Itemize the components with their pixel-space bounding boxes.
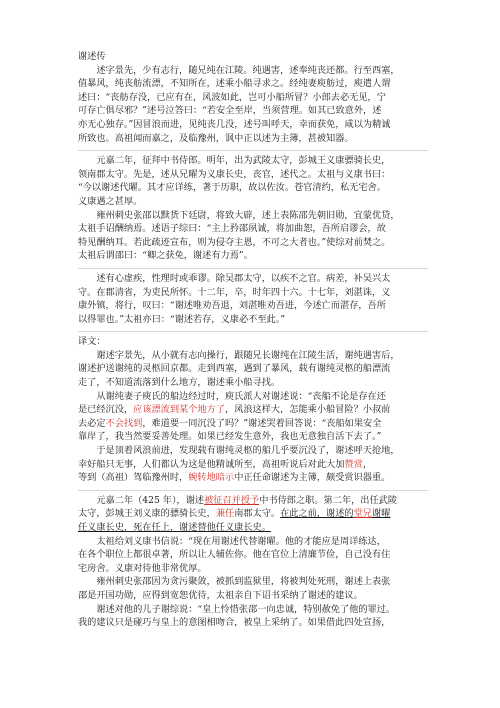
text-line: 述有心虚疾，性理时或乖谬。除吴郡太守，以疾不之官。病差，补吴兴太: [78, 272, 391, 284]
text-line: 领南郡太守。先是，述从兄曜为义康长史，丧官，述代之。太祖与义康书曰：: [78, 168, 391, 180]
text-line: [78, 417, 428, 431]
text-line: [78, 403, 428, 417]
text-line: 雍州刺史张邵以黩货下廷尉，将致大辟，述上表陈邵先朝旧勋，宜蒙优贷，: [78, 209, 400, 221]
text-line: [78, 471, 428, 485]
text-span: 元嘉二年（425 年），谢述: [78, 494, 205, 506]
text-span: 去必定: [78, 417, 106, 429]
translation-paragraph-1: [78, 349, 428, 390]
text-line: 雍州刺史张邵因为贪污聚敛，被抓到监狱里，将被判处死刑，谢述上表张: [78, 576, 391, 588]
text-span: 中书侍郎之职。第二年，出任武陵: [259, 494, 398, 506]
paragraph-3: [78, 272, 428, 326]
text-line: 邵是开国功勋，应得到宽恕优待，太祖亲自下诏书采纳了谢述的建议。: [78, 589, 363, 601]
text-span: 中正任命谢述为主簿，颇受赏识器重。: [234, 472, 391, 484]
text-line: 亦无心独存。”因冒浪而进，见纯丧几没，述号叫呼天，幸而获免，咸以为精诚: [78, 118, 391, 130]
text-line: 元嘉二年，征拜中书侍郎。明年，出为武陵太守，彭城王义康骠骑长史，: [78, 155, 391, 167]
text-line: 我的建议只是碰巧与皇上的意图相吻合，被皇上采纳了。如果借此四处宣扬，: [78, 617, 391, 629]
text-line: 义康遇之甚厚。: [78, 195, 143, 207]
section-divider: [78, 268, 428, 269]
paragraph-2: [78, 154, 428, 263]
translation-paragraph-3: [78, 444, 428, 485]
highlighted-phrase: 应该漂流到某个地方了: [133, 404, 225, 416]
text-line: 所致也。高祖闻而嘉之，及临豫州，讽中正以述为主簿，甚被知器。: [78, 132, 354, 144]
text-line: 在各个职位上都很卓著，所以让人辅佐你。他在官位上清廉节俭，自己没有住: [78, 549, 391, 561]
underlined-phrase: 谢曜: [372, 508, 391, 520]
text-line: 靠岸了，我当然要妥善处理。如果已经发生意外，我也无意独自活下去了。”: [78, 431, 382, 443]
text-line: 太祖手诏酬纳焉。述语子综曰：“主上矜邵夙诚，将加曲恕，吾所启谬会，故: [78, 223, 386, 235]
text-span: 是已经沉没，: [78, 404, 134, 416]
text-line: 谢述字景先，从小就有志向操行，跟随兄长谢纯在江陵生活，谢纯遇害后，: [78, 349, 400, 361]
text-line: [78, 458, 428, 472]
translation-paragraph-5: [78, 535, 428, 630]
text-line: 可存亡俱尽邪？”述号泣答曰：“若安全至岸，当须营理。如其已致意外，述: [78, 105, 382, 117]
text-line: 谢述对他的儿子谢综说：“皇上怜惜张邵一向忠诚，特别赦免了他的罪过。: [78, 603, 396, 615]
text-line: 特见酬纳耳。若此疏迹宣布，则为侵夺主恩，不可之大者也。”使综对前焚之。: [78, 236, 391, 248]
document-title: 谢述传: [78, 51, 106, 62]
text-span: 太守，彭城王刘义康的骠骑长史，: [78, 508, 216, 520]
highlighted-phrase: 不会找到: [105, 417, 143, 429]
text-span: ，: [362, 458, 372, 470]
text-line: 守。在郡清省，为吏民所怀。十二年，卒，时年四十六。十七年，刘湛诛，义: [78, 286, 391, 298]
text-line: 走了，不知道流落到什么地方，谢述乘小船寻找。: [78, 377, 281, 389]
section-divider: [78, 150, 428, 151]
text-line: 任义康长史，死在任上，谢述替他任义康长史。: [78, 522, 271, 533]
underlined-phrase: 在此之前，谢述的: [280, 508, 354, 520]
text-line: [78, 507, 428, 521]
text-line: 康外镇，将行，叹曰：“谢述唯劝吾退，刘湛唯劝吾进，今述亡而湛存，吾所: [78, 300, 386, 312]
text-line: 述曰：“丧舫存没，已应有在，风波如此，岂可小船所冒？小郎去必无见，宁: [78, 91, 386, 103]
translation-paragraph-2: [78, 390, 428, 444]
highlighted-phrase: 兼任: [215, 508, 235, 520]
text-line: 太祖给刘义康书信说：“现在用谢述代替谢曜。他的才能应是周详练达，: [78, 535, 386, 547]
translation-label: 译文：: [78, 336, 106, 348]
text-line: 以得罪也。”太祖亦曰：“谢述若存，义康必不至此。”: [78, 313, 286, 325]
text-line: 从谢纯妻子庾氏的船边经过时，庾氏派人对谢述说：“丧船不论是存在还: [78, 390, 386, 402]
text-line: 值暴风，纯丧舫流漂，不知所在，述乘小船寻求之。经纯妻庾舫过，庾遣人谓: [78, 78, 391, 90]
text-span: ，风浪这样大，怎能乘小船冒险？小叔前: [225, 404, 391, 416]
text-line: 太祖后谓邵曰：“卿之获免，谢述有力焉”。: [78, 250, 253, 262]
section-divider: [78, 490, 428, 491]
text-span: 等到（高祖）驾临豫州时，: [78, 472, 189, 484]
text-span: 幸好船只无事，人们都认为这是他精诚所至，高祖听说后对此大加: [78, 458, 345, 470]
highlighted-phrase: 被征召并授予: [204, 494, 260, 506]
text-line: [78, 494, 428, 508]
paragraph-1: [78, 64, 428, 146]
translation-paragraph-4: [78, 494, 428, 535]
document-page: [78, 50, 428, 630]
text-span: 南郡太守。: [234, 508, 281, 520]
text-line: 谢述护送谢纯的灵柩回京都。走到西塞，遇到了暴风，载有谢纯灵柩的船漂流: [78, 363, 391, 375]
text-line: 宅房舍。义康对待他非常优厚。: [78, 562, 207, 574]
text-line: 述字景先，少有志行，随兄纯在江陵。纯遇害，述奉纯丧还都。行至西塞，: [78, 64, 400, 76]
highlighted-phrase: 堂兄: [353, 508, 372, 520]
highlighted-phrase: 赞赏: [344, 458, 363, 470]
text-line: “今以谢述代曜。其才应详练，著于历职，故以佐汝。苍官清约，私无宅舍。: [78, 182, 386, 194]
text-line: 于是顶着风浪前进，发现载有谢纯灵柩的船几乎要沉没了，谢述呼天抢地，: [78, 445, 400, 457]
section-divider: [78, 331, 428, 332]
text-span: ，难道要一同沉没了吗？”谢述哭着回答说：“丧船如果安全: [142, 417, 382, 429]
highlighted-phrase: 婉转地暗示: [188, 472, 235, 484]
